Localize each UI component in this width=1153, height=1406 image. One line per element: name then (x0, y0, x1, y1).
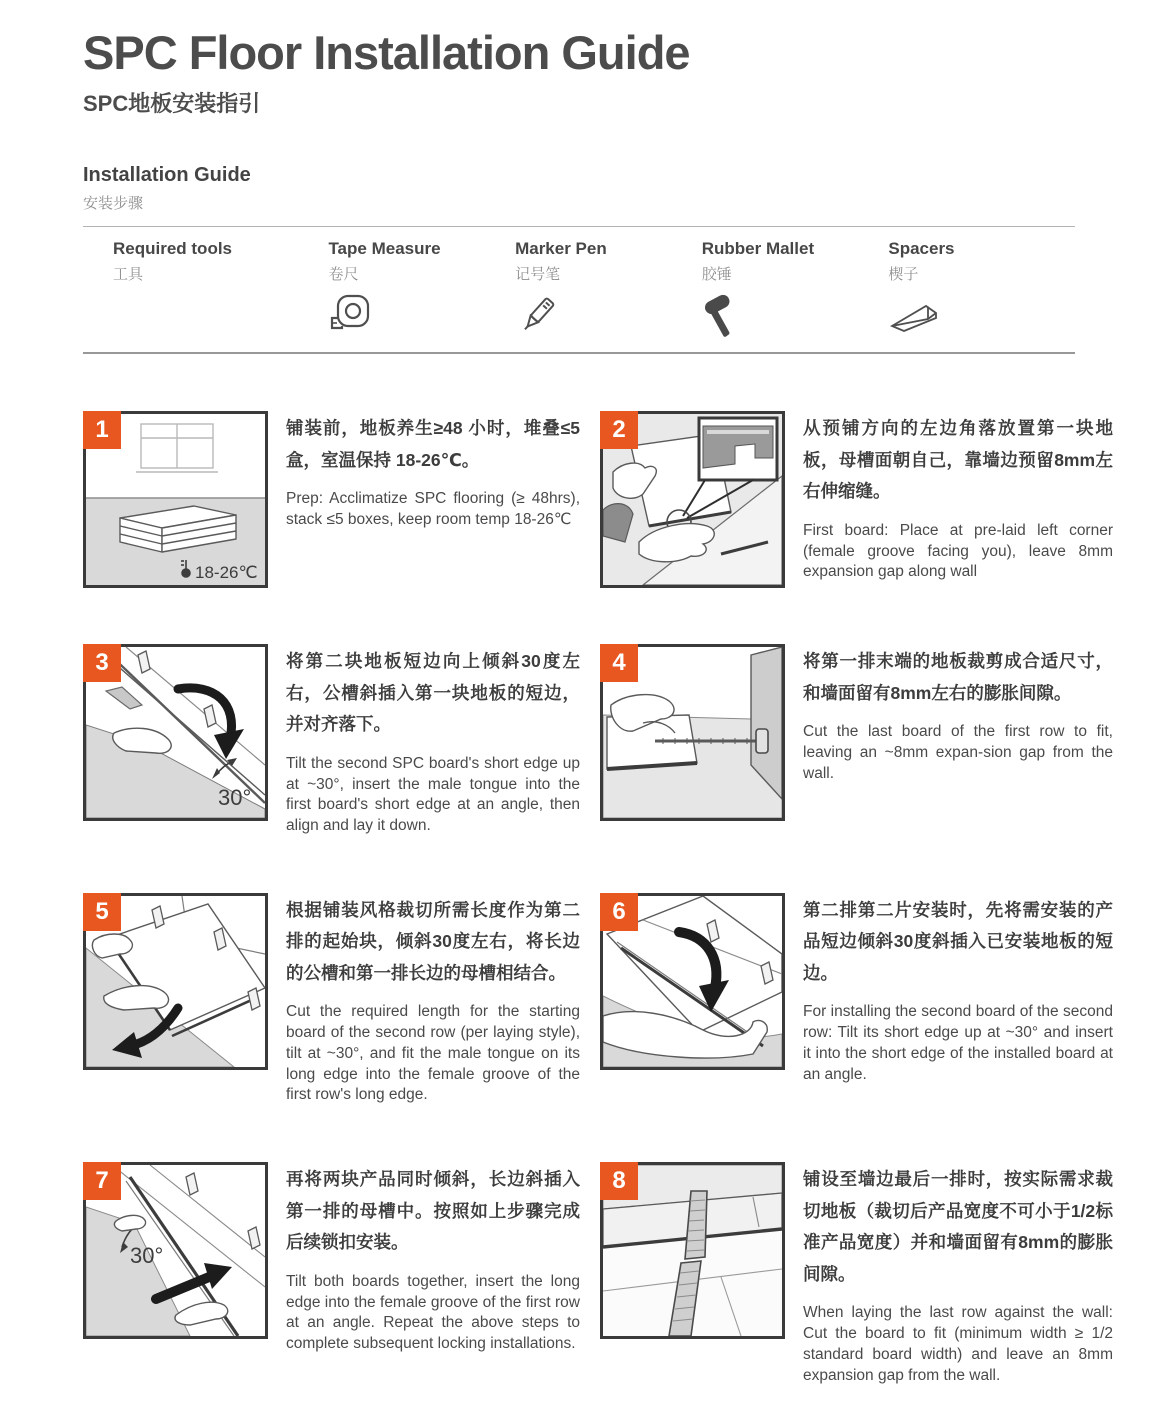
step-number-badge: 8 (600, 1162, 638, 1200)
step-number-badge: 5 (83, 893, 121, 931)
step-4-illustration (600, 644, 785, 821)
step-text-en: Cut the last board of the first row to fit, leaving an ~8mm expan-sion gap from the wall. (803, 723, 1113, 782)
tools-header-label: Required tools (113, 239, 233, 259)
tape-measure-icon (328, 292, 374, 340)
step-number-badge: 4 (600, 644, 638, 682)
angle-annotation: 30° (130, 1243, 164, 1269)
step-text-zh: 铺设至墙边最后一排时，按实际需求裁切地板（裁切后产品宽度不可小于1/2标准产品宽度）并和墙面留有8mm的膨胀间隙。 (803, 1169, 1113, 1284)
tool-label-zh: 楔子 (888, 266, 919, 284)
step-1 (83, 411, 580, 588)
step-text-en: First board: Place at pre-laid left corner (female groove facing you), leave 8mm expansion gap along wall (803, 521, 1113, 581)
step-7-illustration (83, 1162, 268, 1339)
tool-spacers (888, 239, 1075, 344)
tool-label: Tape Measure (328, 239, 441, 259)
step-1-illustration (83, 411, 268, 588)
step-text-en: Prep: Acclimatize SPC flooring (≥ 48hrs), stack ≤5 boxes, keep room temp 18-26℃ (286, 490, 580, 529)
step-1-text (286, 411, 580, 531)
step-text-en: Tilt both boards together, insert the long edge into the female groove of the first row at an angle. Repeat the above steps to complete subsequent locking installations. (286, 1272, 580, 1353)
step-8-illustration (600, 1162, 785, 1339)
step-3-illustration (83, 644, 268, 821)
tool-marker-pen (515, 239, 702, 344)
step-7 (83, 1162, 580, 1386)
step-2-text (803, 411, 1113, 583)
section-title-zh: 安装步骤 (83, 195, 144, 213)
tools-header-label-zh: 工具 (113, 266, 144, 284)
tool-tape-measure (328, 239, 515, 344)
tool-label: Spacers (888, 239, 955, 259)
page-title-zh: SPC地板安装指引 (83, 91, 261, 117)
angle-annotation: 30° (218, 785, 252, 811)
step-number-badge: 2 (600, 411, 638, 449)
tool-label-zh: 卷尺 (328, 266, 359, 284)
marker-pen-icon (515, 293, 559, 339)
step-6 (600, 893, 1113, 1106)
step-text-en: Cut the required length for the starting board of the second row (per laying style), tilt at ~30°, and fit the male tongue on its long edge into the female groove of the first row's long edge. (286, 1003, 580, 1104)
step-4-text (803, 644, 1113, 784)
step-3-text (286, 644, 580, 837)
step-text-zh: 铺装前，地板养生≥48 小时，堆叠≤5 盒，室温保持 18-26℃。 (286, 418, 580, 470)
tool-label: Rubber Mallet (701, 239, 815, 259)
step-number-badge: 1 (83, 411, 121, 449)
step-number-badge: 3 (83, 644, 121, 682)
step-number-badge: 6 (600, 893, 638, 931)
tool-label: Marker Pen (515, 239, 607, 259)
tools-header (113, 239, 328, 344)
required-tools-row (83, 226, 1075, 354)
temperature-annotation: 18-26℃ (195, 563, 258, 583)
step-3 (83, 644, 580, 837)
step-text-zh: 根据铺装风格裁切所需长度作为第二排的起始块，倾斜30度左右，将长边的公槽和第一排长边的母槽相结合。 (286, 899, 580, 983)
tool-label-zh: 记号笔 (515, 266, 561, 284)
spacer-wedge-icon (888, 296, 940, 336)
step-text-zh: 第二排第二片安装时，先将需安装的产品短边倾斜30度斜插入已安装地板的短边。 (803, 899, 1113, 983)
step-8-text (803, 1162, 1113, 1386)
step-4 (600, 644, 1113, 837)
tool-rubber-mallet (702, 239, 889, 344)
steps-grid (83, 411, 1113, 1386)
section-title: Installation Guide (83, 164, 251, 187)
page-title: SPC Floor Installation Guide (83, 26, 690, 79)
step-2-illustration (600, 411, 785, 588)
step-text-zh: 将第二块地板短边向上倾斜30度左右，公槽斜插入第一块地板的短边，并对齐落下。 (286, 651, 580, 735)
step-2 (600, 411, 1113, 588)
step-5 (83, 893, 580, 1106)
step-text-zh: 再将两块产品同时倾斜，长边斜插入第一排的母槽中。按照如上步骤完成后续锁扣安装。 (286, 1169, 580, 1253)
tool-label-zh: 胶锤 (701, 266, 732, 284)
step-text-en: Tilt the second SPC board's short edge up at ~30°, insert the male tongue into the first board's short edge at an angle, then align and lay it down. (286, 754, 580, 835)
step-8 (600, 1162, 1113, 1386)
rubber-mallet-icon (702, 292, 748, 340)
step-6-text (803, 893, 1113, 1086)
step-text-en: When laying the last row against the wall: Cut the board to fit (minimum width ≥ 1/2 standard board width) and leave an 8mm expansion gap from the wall. (803, 1304, 1113, 1384)
step-text-zh: 从预铺方向的左边角落放置第一块地板，母槽面朝自己，靠墙边预留8mm左右伸缩缝。 (803, 418, 1113, 502)
step-6-illustration (600, 893, 785, 1070)
step-5-text (286, 893, 580, 1106)
step-7-text (286, 1162, 580, 1355)
step-text-zh: 将第一排末端的地板裁剪成合适尺寸，和墙面留有8mm左右的膨胀间隙。 (803, 651, 1113, 703)
step-5-illustration (83, 893, 268, 1070)
step-text-en: For installing the second board of the second row: Tilt its short edge up at ~30° and insert it into the short edge of the installed board at an angle. (803, 1003, 1113, 1083)
step-number-badge: 7 (83, 1162, 121, 1200)
